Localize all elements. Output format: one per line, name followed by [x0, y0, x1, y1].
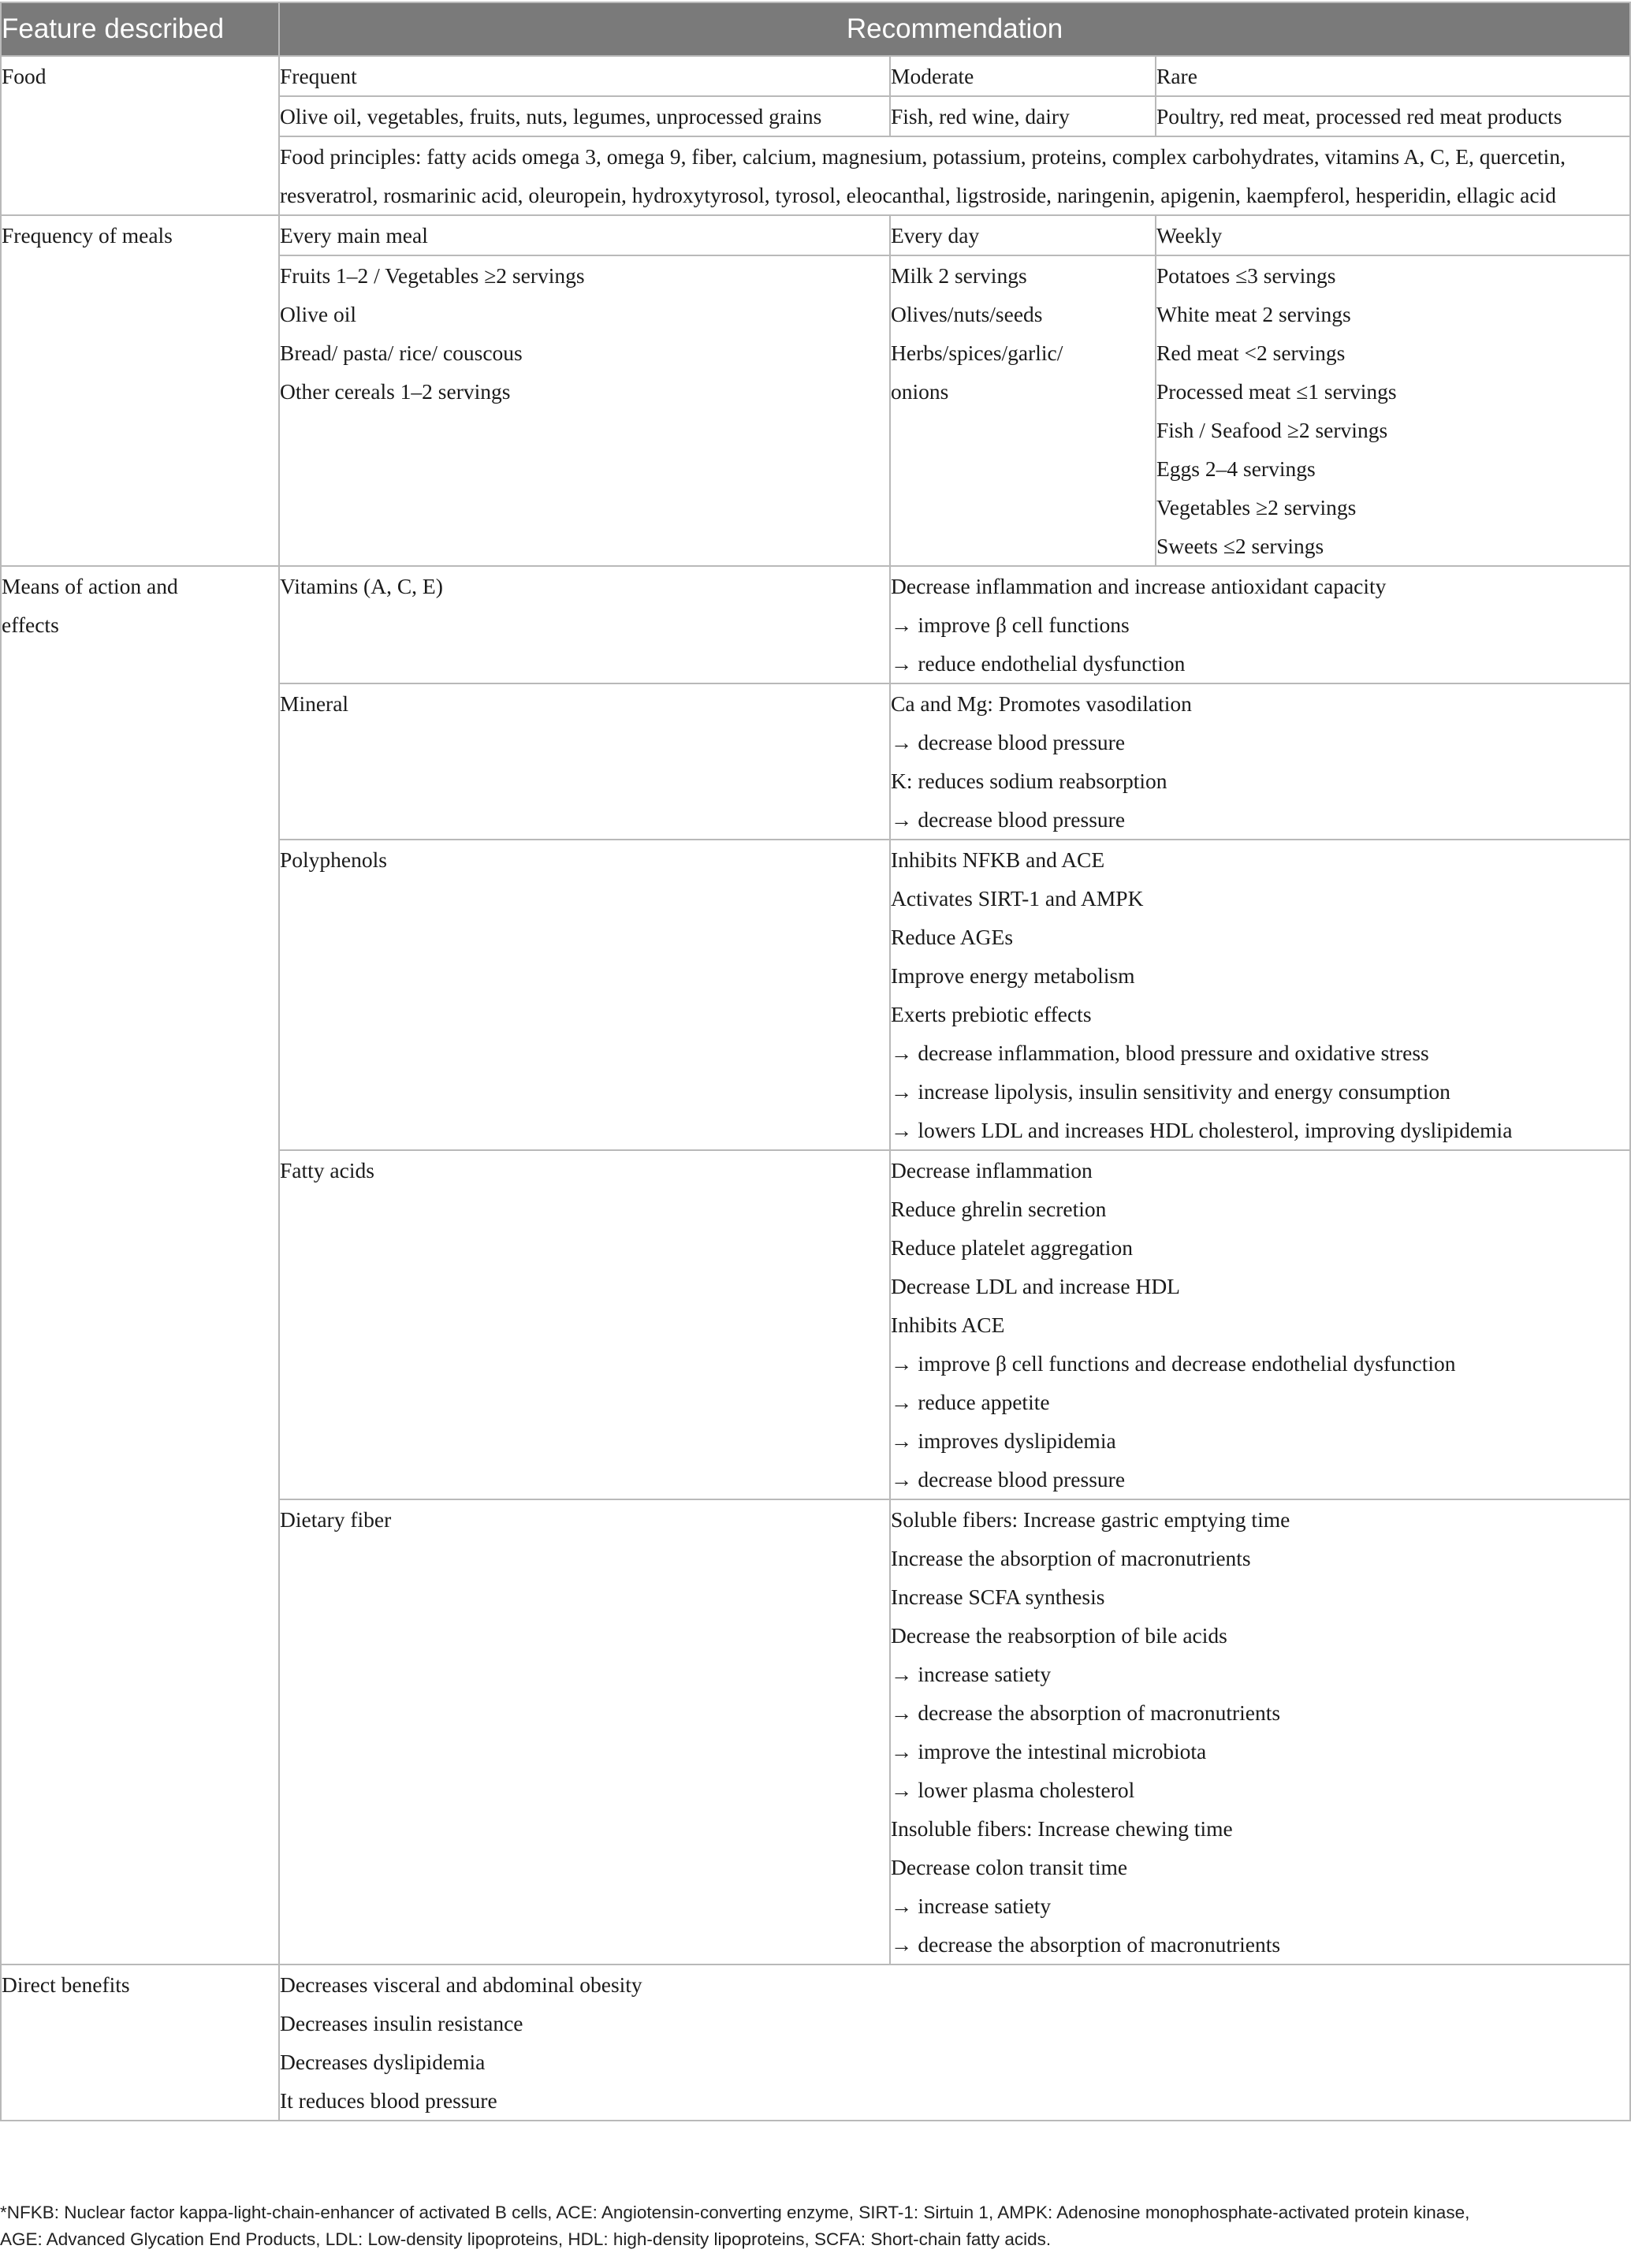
table-footnote — [0, 2199, 1631, 2253]
means-effects: Inhibits NFKB and ACE Activates SIRT-1 and AMPK Reduce AGEs Improve energy metabolism Exerts prebiotic effects → decrease inflammation, blood pressure and oxidative stress → increase lipolysis, insulin sensitivity and energy consumption → lowers LDL and increases HDL cholesterol, improving dyslipidemia — [890, 840, 1630, 1150]
meals-daily-title: Every day — [890, 215, 1156, 255]
benefits-list — [279, 1964, 1630, 2121]
means-effects: Ca and Mg: Promotes vasodilation → decrease blood pressure K: reduces sodium reabsorption → decrease blood pressure — [890, 683, 1630, 840]
list-item: It reduces blood pressure — [280, 2088, 497, 2113]
means-name: Vitamins (A, C, E) — [279, 566, 890, 683]
food-moderate-title: Moderate — [890, 56, 1156, 96]
list-item: Olives/nuts/seeds — [891, 302, 1043, 326]
footnote-line: *NFKB: Nuclear factor kappa-light-chain-enhancer of activated B cells, ACE: Angiotensin-converting enzyme, SIRT-1: Sirtuin 1, AMPK: Adenosine monophosphate-activated protein kinase, — [0, 2203, 1470, 2222]
list-item: Milk 2 servings — [891, 263, 1027, 288]
means-effects: Soluble fibers: Increase gastric emptying time Increase the absorption of macronutrients Increase SCFA synthesis Decrease the reabsorption of bile acids → increase satiety → decrease the absorption of macronutrients → improve the intestinal microbiota → lower plasma cholesterol Insoluble fibers: Increase chewing time Decrease colon transit time → increase satiety → decrease the absorption of macronutrients — [890, 1499, 1630, 1964]
list-item: Other cereals 1–2 servings — [280, 379, 511, 404]
list-item: onions — [891, 379, 949, 404]
table-row — [1, 566, 1630, 683]
table-header-row — [1, 2, 1630, 56]
list-item: Sweets ≤2 servings — [1156, 534, 1324, 558]
list-item: White meat 2 servings — [1156, 302, 1351, 326]
list-item: Processed meat ≤1 servings — [1156, 379, 1397, 404]
list-item: Decreases visceral and abdominal obesity — [280, 1972, 642, 1997]
food-principles: Food principles: fatty acids omega 3, omega 9, fiber, calcium, magnesium, potassium, proteins, complex carbohydrates, vitamins A, C, E, quercetin, resveratrol, rosmarinic acid, oleuropein, hydroxytyrosol, tyrosol, eleocanthal, ligstroside, naringenin, apigenin, kaempferol, hesperidin, ellagic acid — [279, 136, 1630, 215]
meals-weekly-title: Weekly — [1156, 215, 1630, 255]
list-item: Bread/ pasta/ rice/ couscous — [280, 341, 523, 365]
header-feature: Feature described — [1, 2, 279, 56]
list-item: Fruits 1–2 / Vegetables ≥2 servings — [280, 263, 585, 288]
means-effects: Decrease inflammation and increase antioxidant capacity → improve β cell functions → reduce endothelial dysfunction — [890, 566, 1630, 683]
means-name: Mineral — [279, 683, 890, 840]
row-label-means: Means of action and effects — [1, 566, 279, 1964]
row-label-benefits: Direct benefits — [1, 1964, 279, 2121]
row-label-food: Food — [1, 56, 279, 215]
means-effects: Decrease inflammation Reduce ghrelin secretion Reduce platelet aggregation Decrease LDL and increase HDL Inhibits ACE → improve β cell functions and decrease endothelial dysfunction → reduce appetite → improves dyslipidemia → decrease blood pressure — [890, 1150, 1630, 1499]
list-item: Red meat <2 servings — [1156, 341, 1346, 365]
meals-main-list — [279, 255, 890, 566]
recommendation-table — [0, 2, 1631, 2121]
row-label-meals: Frequency of meals — [1, 215, 279, 566]
food-rare-items: Poultry, red meat, processed red meat products — [1156, 96, 1630, 136]
table-row — [1, 1964, 1630, 2121]
means-name: Fatty acids — [279, 1150, 890, 1499]
food-rare-title: Rare — [1156, 56, 1630, 96]
list-item: Herbs/spices/garlic/ — [891, 341, 1063, 365]
food-frequent-items: Olive oil, vegetables, fruits, nuts, legumes, unprocessed grains — [279, 96, 890, 136]
food-moderate-items: Fish, red wine, dairy — [890, 96, 1156, 136]
table-row — [1, 56, 1630, 96]
list-item: Decreases dyslipidemia — [280, 2050, 486, 2074]
footnote-line: AGE: Advanced Glycation End Products, LDL: Low-density lipoproteins, HDL: high-density lipoproteins, SCFA: Short-chain fatty acids. — [0, 2229, 1052, 2249]
means-name: Dietary fiber — [279, 1499, 890, 1964]
list-item: Vegetables ≥2 servings — [1156, 495, 1357, 520]
meals-weekly-list — [1156, 255, 1630, 566]
list-item: Decreases insulin resistance — [280, 2011, 523, 2035]
meals-daily-list — [890, 255, 1156, 566]
list-item: Eggs 2–4 servings — [1156, 456, 1316, 481]
list-item: Fish / Seafood ≥2 servings — [1156, 418, 1388, 442]
table-row — [1, 215, 1630, 255]
list-item: Potatoes ≤3 servings — [1156, 263, 1336, 288]
food-frequent-title: Frequent — [279, 56, 890, 96]
means-name: Polyphenols — [279, 840, 890, 1150]
meals-main-title: Every main meal — [279, 215, 890, 255]
list-item: Olive oil — [280, 302, 357, 326]
header-recommendation: Recommendation — [279, 2, 1630, 56]
